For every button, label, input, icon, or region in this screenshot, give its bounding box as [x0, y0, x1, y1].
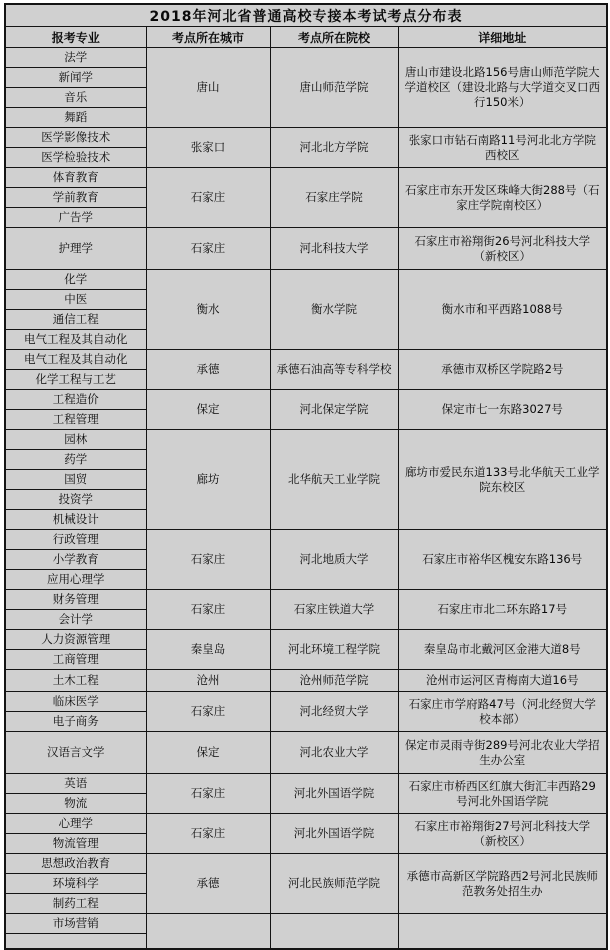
column-header-city: 考点所在城市	[146, 27, 270, 48]
college-cell: 衡水学院	[270, 270, 398, 350]
address-cell: 石家庄市桥西区红旗大街汇丰西路29号河北外国语学院	[398, 774, 607, 814]
city-cell: 张家口	[146, 128, 270, 168]
address-cell	[398, 914, 607, 950]
major-cell: 电气工程及其自动化	[5, 350, 146, 370]
city-cell: 秦皇岛	[146, 630, 270, 670]
city-cell: 廊坊	[146, 430, 270, 530]
city-cell: 承德	[146, 854, 270, 914]
major-cell: 物流管理	[5, 834, 146, 854]
major-cell: 工程造价	[5, 390, 146, 410]
college-cell: 河北地质大学	[270, 530, 398, 590]
major-cell: 物流	[5, 794, 146, 814]
exam-sites-table	[4, 3, 608, 950]
major-cell: 化学	[5, 270, 146, 290]
major-cell: 应用心理学	[5, 570, 146, 590]
address-cell: 石家庄市北二环东路17号	[398, 590, 607, 630]
address-cell: 保定市七一东路3027号	[398, 390, 607, 430]
major-cell: 新闻学	[5, 68, 146, 88]
college-cell: 河北环境工程学院	[270, 630, 398, 670]
city-cell: 石家庄	[146, 168, 270, 228]
major-cell: 人力资源管理	[5, 630, 146, 650]
major-cell: 行政管理	[5, 530, 146, 550]
city-cell: 衡水	[146, 270, 270, 350]
city-cell: 石家庄	[146, 692, 270, 732]
city-cell	[146, 914, 270, 950]
city-cell: 承德	[146, 350, 270, 390]
address-cell: 唐山市建设北路156号唐山师范学院大学道校区（建设北路与大学道交叉口西行150米）	[398, 48, 607, 128]
address-cell: 秦皇岛市北戴河区金港大道8号	[398, 630, 607, 670]
college-cell: 承德石油高等专科学校	[270, 350, 398, 390]
major-cell: 体育教育	[5, 168, 146, 188]
college-cell: 石家庄学院	[270, 168, 398, 228]
college-cell: 河北经贸大学	[270, 692, 398, 732]
city-cell: 石家庄	[146, 530, 270, 590]
college-cell: 河北农业大学	[270, 732, 398, 774]
city-cell: 保定	[146, 390, 270, 430]
major-cell: 舞蹈	[5, 108, 146, 128]
college-cell: 唐山师范学院	[270, 48, 398, 128]
major-cell: 通信工程	[5, 310, 146, 330]
major-cell	[5, 934, 146, 950]
major-cell: 化学工程与工艺	[5, 370, 146, 390]
major-cell: 工程管理	[5, 410, 146, 430]
college-cell: 河北北方学院	[270, 128, 398, 168]
address-cell: 石家庄市裕翔街27号河北科技大学（新校区）	[398, 814, 607, 854]
major-cell: 环境科学	[5, 874, 146, 894]
column-header-college: 考点所在院校	[270, 27, 398, 48]
major-cell: 机械设计	[5, 510, 146, 530]
address-cell: 石家庄市东开发区珠峰大街288号（石家庄学院南校区）	[398, 168, 607, 228]
college-cell: 河北科技大学	[270, 228, 398, 270]
major-cell: 英语	[5, 774, 146, 794]
major-cell: 广告学	[5, 208, 146, 228]
major-cell: 园林	[5, 430, 146, 450]
college-cell: 河北外国语学院	[270, 774, 398, 814]
major-cell: 临床医学	[5, 692, 146, 712]
major-cell: 药学	[5, 450, 146, 470]
city-cell: 石家庄	[146, 228, 270, 270]
major-cell: 中医	[5, 290, 146, 310]
college-cell: 北华航天工业学院	[270, 430, 398, 530]
major-cell: 工商管理	[5, 650, 146, 670]
college-cell: 河北民族师范学院	[270, 854, 398, 914]
major-cell: 汉语言文学	[5, 732, 146, 774]
college-cell: 河北外国语学院	[270, 814, 398, 854]
table-title: 2018年河北省普通高校专接本考试考点分布表	[5, 4, 607, 27]
major-cell: 医学检验技术	[5, 148, 146, 168]
major-cell: 学前教育	[5, 188, 146, 208]
major-cell: 会计学	[5, 610, 146, 630]
address-cell: 保定市灵雨寺街289号河北农业大学招生办公室	[398, 732, 607, 774]
major-cell: 护理学	[5, 228, 146, 270]
major-cell: 医学影像技术	[5, 128, 146, 148]
city-cell: 唐山	[146, 48, 270, 128]
major-cell: 财务管理	[5, 590, 146, 610]
address-cell: 沧州市运河区青梅南大道16号	[398, 670, 607, 692]
major-cell: 投资学	[5, 490, 146, 510]
major-cell: 电子商务	[5, 712, 146, 732]
address-cell: 廊坊市爱民东道133号北华航天工业学院东校区	[398, 430, 607, 530]
city-cell: 石家庄	[146, 590, 270, 630]
city-cell: 石家庄	[146, 774, 270, 814]
major-cell: 小学教育	[5, 550, 146, 570]
college-cell: 河北保定学院	[270, 390, 398, 430]
college-cell	[270, 914, 398, 950]
address-cell: 石家庄市裕翔街26号河北科技大学（新校区）	[398, 228, 607, 270]
column-header-address: 详细地址	[398, 27, 607, 48]
city-cell: 石家庄	[146, 814, 270, 854]
major-cell: 电气工程及其自动化	[5, 330, 146, 350]
major-cell: 土木工程	[5, 670, 146, 692]
college-cell: 沧州师范学院	[270, 670, 398, 692]
city-cell: 沧州	[146, 670, 270, 692]
address-cell: 承德市双桥区学院路2号	[398, 350, 607, 390]
address-cell: 石家庄市学府路47号（河北经贸大学校本部）	[398, 692, 607, 732]
table-body	[5, 48, 607, 950]
major-cell: 制药工程	[5, 894, 146, 914]
city-cell: 保定	[146, 732, 270, 774]
address-cell: 衡水市和平西路1088号	[398, 270, 607, 350]
address-cell: 承德市高新区学院路西2号河北民族师范教务处招生办	[398, 854, 607, 914]
major-cell: 心理学	[5, 814, 146, 834]
address-cell: 石家庄市裕华区槐安东路136号	[398, 530, 607, 590]
major-cell: 音乐	[5, 88, 146, 108]
major-cell: 思想政治教育	[5, 854, 146, 874]
major-cell: 市场营销	[5, 914, 146, 934]
college-cell: 石家庄铁道大学	[270, 590, 398, 630]
major-cell: 国贸	[5, 470, 146, 490]
column-header-major: 报考专业	[5, 27, 146, 48]
major-cell: 法学	[5, 48, 146, 68]
address-cell: 张家口市钻石南路11号河北北方学院西校区	[398, 128, 607, 168]
